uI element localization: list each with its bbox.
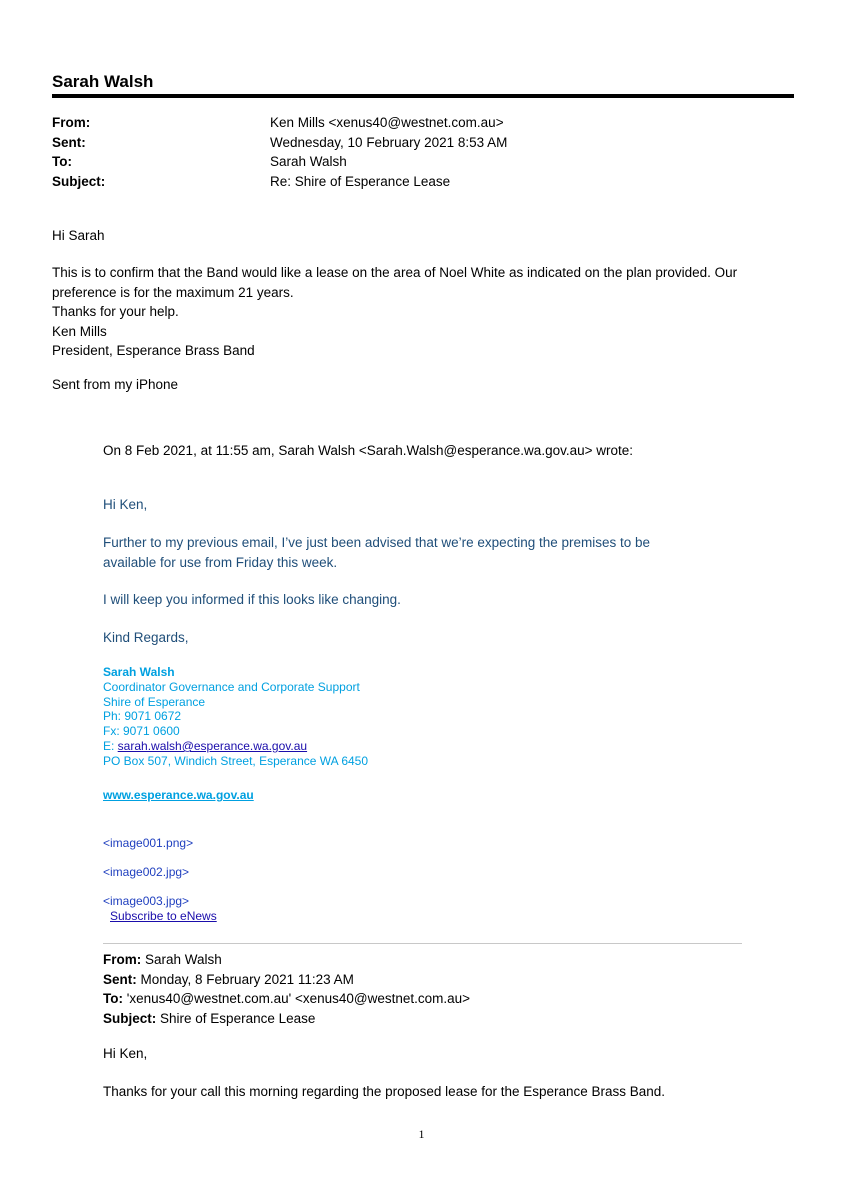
- reply-signer: Ken Mills: [52, 323, 107, 339]
- email-prefix: E:: [103, 738, 118, 753]
- fwd-from-row: [103, 950, 470, 970]
- subject-value: Re: Shire of Esperance Lease: [270, 173, 451, 189]
- website-link[interactable]: www.esperance.wa.gov.au: [103, 788, 254, 802]
- reply-line: This is to confirm that the Band would like a lease on the area of Noel White as indicated on the plan provided. Our: [52, 265, 738, 280]
- fwd-to-label: To:: [103, 991, 123, 1006]
- to-label: To:: [52, 154, 72, 169]
- signature-role: Coordinator Governance and Corporate Support: [103, 679, 360, 694]
- signature-name: Sarah Walsh: [103, 665, 175, 679]
- fwd-subject-label: Subject:: [103, 1010, 157, 1026]
- reply-body: [52, 263, 794, 361]
- sent-from-iphone: Sent from my iPhone: [52, 377, 179, 392]
- email-signature: [103, 665, 368, 769]
- quoted-para2: I will keep you informed if this looks like changing.: [103, 592, 401, 607]
- fwd-subject-row: [103, 1009, 470, 1029]
- forward-divider: [103, 943, 742, 944]
- attachment-ref: <image002.jpg>: [103, 865, 190, 879]
- fwd-to-row: [103, 989, 470, 1009]
- quoted-regards: Kind Regards,: [103, 630, 189, 645]
- title-divider: [52, 94, 794, 98]
- quoted-line: Further to my previous email, I’ve just been advised that we’re expecting the premises to be: [103, 535, 651, 550]
- fwd-sent-row: [103, 970, 470, 990]
- page-number: 1: [418, 1127, 425, 1141]
- signature-fax: Fx: 9071 0600: [103, 724, 180, 739]
- fwd-sent-value: Monday, 8 February 2021 11:23 AM: [140, 971, 354, 987]
- quoted-para1: [103, 533, 650, 572]
- to-value: Sarah Walsh: [270, 154, 347, 169]
- reply-thanks: Thanks for your help.: [52, 304, 179, 319]
- quoted-line: available for use from Friday this week.: [103, 554, 338, 570]
- signature-email-link[interactable]: sarah.walsh@esperance.wa.gov.au: [117, 738, 308, 753]
- subject-label: Subject:: [52, 173, 106, 189]
- fwd-from-value: Sarah Walsh: [145, 952, 222, 967]
- reply-greeting: Hi Sarah: [52, 228, 105, 243]
- fwd-greeting: Hi Ken,: [103, 1046, 148, 1061]
- fwd-body: Thanks for your call this morning regarding the proposed lease for the Esperance Brass Band.: [103, 1084, 666, 1099]
- reply-signer-title: President, Esperance Brass Band: [52, 343, 255, 358]
- fwd-from-label: From:: [103, 952, 142, 967]
- subscribe-link[interactable]: Subscribe to eNews: [110, 909, 217, 923]
- attachment-ref: <image001.png>: [103, 836, 194, 850]
- signature-address: PO Box 507, Windich Street, Esperance WA 6450: [103, 753, 369, 768]
- signature-org: Shire of Esperance: [103, 694, 206, 709]
- fwd-subject-value: Shire of Esperance Lease: [160, 1010, 316, 1026]
- reply-line: preference is for the maximum 21 years.: [52, 284, 294, 300]
- fwd-sent-label: Sent:: [103, 971, 137, 987]
- sent-value: Wednesday, 10 February 2021 8:53 AM: [270, 134, 508, 150]
- forwarded-header: [103, 950, 470, 1028]
- fwd-to-value: 'xenus40@westnet.com.au' <xenus40@westnet.com.au>: [126, 991, 471, 1006]
- attachment-ref: <image003.jpg>: [103, 894, 190, 908]
- sent-label: Sent:: [52, 134, 86, 150]
- from-label: From:: [52, 115, 91, 130]
- signature-email-row: [103, 739, 368, 754]
- page-title: Sarah Walsh: [52, 72, 154, 91]
- quoted-greeting: Hi Ken,: [103, 497, 148, 512]
- from-value: Ken Mills <xenus40@westnet.com.au>: [270, 115, 504, 130]
- signature-phone: Ph: 9071 0672: [103, 709, 182, 724]
- quoted-intro: On 8 Feb 2021, at 11:55 am, Sarah Walsh <Sarah.Walsh@esperance.wa.gov.au> wrote:: [103, 443, 633, 458]
